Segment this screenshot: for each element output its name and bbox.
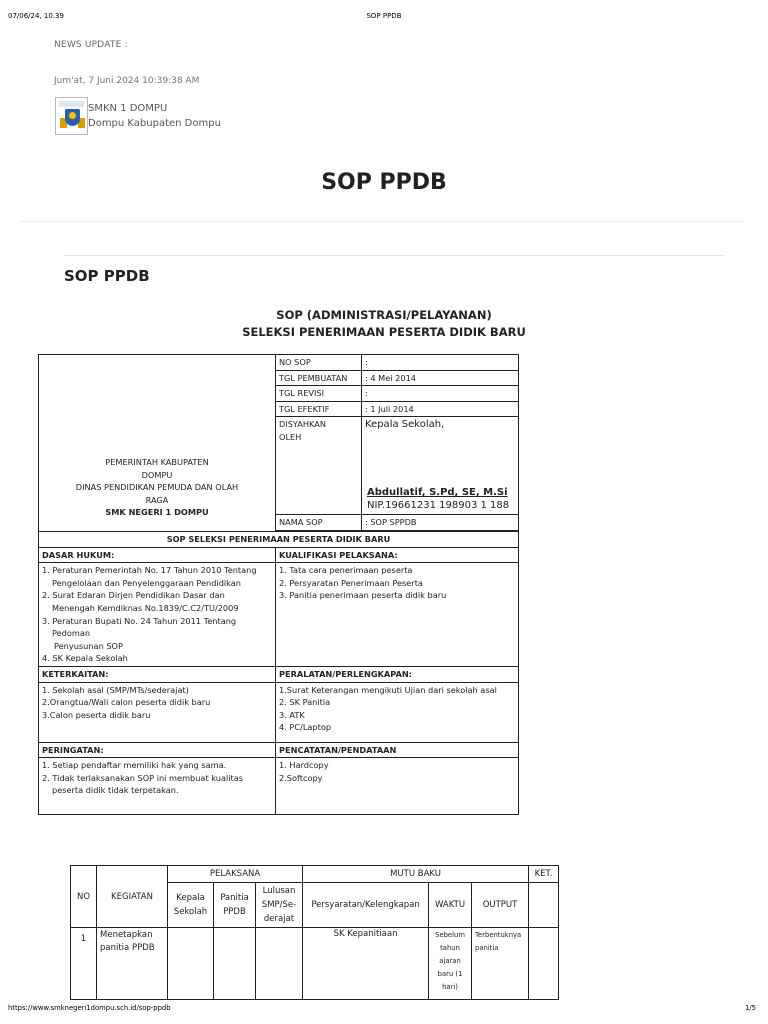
pencatatan-list: [276, 758, 519, 815]
list-item: 2. Tidak terlaksanakan SOP ini membuat kualitas: [42, 772, 244, 783]
row-waktu: [429, 928, 472, 1000]
org-line: DOMPU: [141, 469, 173, 480]
list-item: 1.Surat Keterangan mengikuti Ujian dari sekolah asal: [279, 684, 497, 695]
col-header-kepala-sekolah: [168, 883, 214, 928]
list-item: 3.Calon peserta didik baru: [42, 709, 151, 720]
disahkan-label: DISYAHKAN: [279, 419, 326, 430]
list-item: peserta didik tidak terpetakan.: [52, 785, 179, 796]
col-header-ket: KET.: [529, 866, 559, 883]
kualifikasi-heading: KUALIFIKASI PELAKSANA:: [276, 547, 519, 563]
meta-value: : 1 Juli 2014: [362, 401, 519, 417]
dasar-hukum-heading: DASAR HUKUM:: [39, 547, 276, 563]
list-item: 1. Setiap pendaftar memiliki hak yang sama.: [42, 760, 227, 771]
meta-label: NO SOP: [276, 355, 362, 371]
col-header-pelaksana: PELAKSANA: [168, 866, 303, 883]
list-item: 4. SK Kepala Sekolah: [42, 653, 128, 664]
divider: [20, 221, 742, 222]
sop-heading-line2: SELEKSI PENERIMAAN PESERTA DIDIK BARU: [242, 325, 526, 339]
list-item: 4. PC/Laptop: [279, 722, 332, 733]
row-output: [472, 928, 529, 1000]
school-name-link[interactable]: SMKN 1 DOMPU: [88, 103, 168, 114]
list-item: 1. Sekolah asal (SMP/MTs/sederajat): [42, 684, 189, 695]
list-item: Penyusunan SOP: [54, 640, 123, 651]
disahkan-label-cell: [276, 417, 362, 515]
row-persyaratan: SK Kepanitiaan: [303, 928, 429, 1000]
school-emblem-icon[interactable]: [55, 97, 88, 135]
list-item: 3. Peraturan Bupati No. 24 Tahun 2011 Tentang: [42, 615, 237, 626]
news-update-label: NEWS UPDATE :: [54, 40, 128, 50]
footer-page-number: 1/5: [745, 1004, 756, 1012]
cell-line: ajaran: [439, 957, 461, 965]
header-line: Lulusan: [262, 886, 296, 896]
kepala-title: Kepala Sekolah,: [365, 419, 445, 431]
nama-sop-value: : SOP SPPDB: [362, 515, 519, 531]
row-panitia: [214, 928, 256, 1000]
page-title: SOP PPDB: [321, 170, 447, 195]
meta-label: TGL EFEKTIF: [276, 401, 362, 417]
list-item: 2. Persyaratan Penerimaan Peserta: [279, 577, 423, 588]
col-header-output: OUTPUT: [472, 883, 529, 928]
cell-line: panitia: [475, 944, 499, 952]
list-item: 3. ATK: [279, 709, 305, 720]
peralatan-list: [276, 682, 519, 742]
list-item: 2. SK Panitia: [279, 697, 331, 708]
signature-cell: [362, 417, 519, 515]
sop-table: [38, 354, 519, 815]
list-item: 3. Panitia penerimaan peserta didik baru: [279, 590, 447, 601]
activity-table: [70, 865, 559, 1000]
list-item: 1. Peraturan Pemerintah No. 17 Tahun 2010 Tentang: [42, 565, 257, 576]
row-lulusan: [256, 928, 303, 1000]
peringatan-heading: PERINGATAN:: [39, 742, 276, 758]
list-item: 2. Surat Edaran Dirjen Pendidikan Dasar dan: [42, 590, 225, 601]
dasar-hukum-list: [39, 563, 276, 667]
keterkaitan-list: [39, 682, 276, 742]
pencatatan-heading: PENCATATAN/PENDATAAN: [276, 742, 519, 758]
row-no: 1: [71, 928, 97, 1000]
list-item: Menengah Kemdiknas No.1839/C.C2/TU/2009: [52, 602, 239, 613]
peralatan-heading: PERALATAN/PERLENGKAPAN:: [276, 666, 519, 682]
header-line: Sekolah: [173, 907, 208, 917]
org-info-cell: [39, 355, 276, 532]
cell-line: Terbentuknya: [475, 931, 522, 939]
meta-label: TGL PEMBUATAN: [276, 370, 362, 386]
sop-title-row: SOP SELEKSI PENERIMAAN PESERTA DIDIK BARU: [39, 531, 519, 547]
section-title: SOP PPDB: [64, 267, 150, 285]
print-datetime: 07/06/24, 10.39: [8, 12, 64, 20]
row-kegiatan: [97, 928, 168, 1000]
cell-line: Sebelum: [435, 931, 465, 939]
col-header-persyaratan: Persyaratan/Kelengkapan: [303, 883, 429, 928]
col-header-ket-spacer: [529, 883, 559, 928]
row-kepala-sekolah: [168, 928, 214, 1000]
meta-label: TGL REVISI: [276, 386, 362, 402]
header-line: Kepala: [176, 893, 205, 903]
print-title: SOP PPDB: [366, 12, 402, 20]
org-line: DINAS PENDIDIKAN PEMUDA DAN OLAH: [75, 482, 239, 493]
col-header-kegiatan: KEGIATAN: [97, 866, 168, 928]
peringatan-list: [39, 758, 276, 815]
signatory-name: Abdullatif, S.Pd, SE, M.Si: [367, 487, 508, 499]
meta-value: :: [362, 355, 519, 371]
header-line: Panitia: [220, 893, 249, 903]
col-header-waktu: WAKTU: [429, 883, 472, 928]
list-item: 1. Hardcopy: [279, 760, 329, 771]
keterkaitan-heading: KETERKAITAN:: [39, 666, 276, 682]
post-date: Jum'at, 7 Juni 2024 10:39:38 AM: [54, 76, 200, 86]
col-header-no: NO: [71, 866, 97, 928]
header-line: PPDB: [223, 907, 246, 917]
signatory-nip: NIP.19661231 198903 1 188: [367, 499, 510, 511]
list-item: 1. Tata cara penerimaan peserta: [279, 565, 413, 576]
col-header-mutu-baku: MUTU BAKU: [303, 866, 529, 883]
list-item: Pedoman: [52, 628, 91, 639]
meta-value: : 4 Mei 2014: [362, 370, 519, 386]
org-line: RAGA: [145, 494, 169, 505]
list-item: 2.Softcopy: [279, 772, 323, 783]
footer-url: https://www.smknegeri1dompu.sch.id/sop-ppdb: [8, 1004, 171, 1012]
org-school-name: SMK NEGERI 1 DOMPU: [105, 507, 209, 518]
disahkan-label: OLEH: [279, 431, 302, 442]
cell-line: tahun: [440, 944, 460, 952]
nama-sop-label: NAMA SOP: [276, 515, 362, 531]
school-location: Dompu Kabupaten Dompu: [88, 118, 221, 129]
cell-line: panitia PPDB: [100, 943, 155, 953]
row-ket: [529, 928, 559, 1000]
list-item: 2.Orangtua/Wali calon peserta didik baru: [42, 697, 211, 708]
meta-value: :: [362, 386, 519, 402]
cell-line: hari): [442, 983, 458, 991]
col-header-lulusan: [256, 883, 303, 928]
cell-line: Menetapkan: [100, 930, 153, 940]
table-row: [71, 928, 559, 1000]
col-header-panitia: [214, 883, 256, 928]
kualifikasi-list: [276, 563, 519, 667]
list-item: Pengelolaan dan Penyelenggaraan Pendidikan: [52, 577, 241, 588]
divider: [64, 255, 724, 256]
cell-line: baru (1: [437, 970, 463, 978]
sop-heading-line1: SOP (ADMINISTRASI/PELAYANAN): [276, 308, 492, 322]
header-line: derajat: [263, 914, 295, 924]
header-line: SMP/Se-: [261, 900, 297, 910]
org-line: PEMERINTAH KABUPATEN: [105, 457, 209, 467]
